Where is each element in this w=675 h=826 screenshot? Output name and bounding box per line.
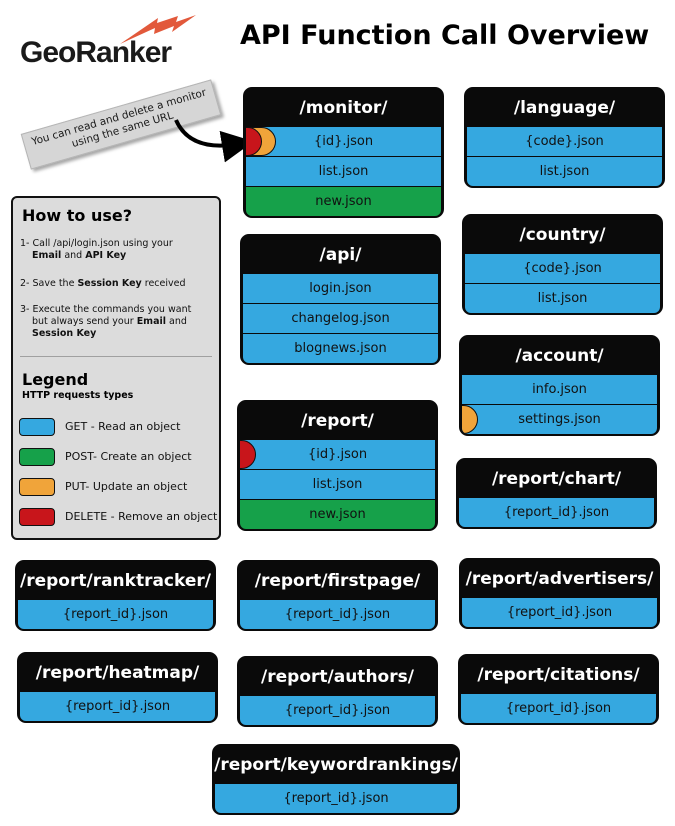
endpoint-row-api-changelog[interactable] bbox=[243, 304, 438, 333]
endpoint-row-label: {report_id}.json bbox=[505, 701, 612, 716]
endpoint-card-report-ranktracker bbox=[15, 560, 216, 631]
endpoint-row-report-list[interactable] bbox=[240, 470, 435, 499]
step-1-and: and bbox=[61, 250, 86, 261]
endpoint-row-report-heatmap[interactable] bbox=[20, 692, 215, 721]
endpoint-row-label: {id}.json bbox=[313, 134, 374, 149]
page-title: API Function Call Overview bbox=[240, 20, 650, 51]
post-swatch bbox=[19, 448, 55, 466]
georanker-logo bbox=[18, 14, 218, 78]
endpoint-row-label: list.json bbox=[312, 477, 363, 492]
endpoint-row-report-chart[interactable] bbox=[459, 498, 654, 527]
monitor-callout-note: You can read and delete a monitor using the same URL bbox=[21, 79, 222, 169]
endpoint-title-api: /api/ bbox=[319, 245, 362, 265]
step-2-session-key: Session Key bbox=[77, 278, 142, 289]
how-to-use-panel bbox=[11, 196, 221, 540]
endpoint-row-label: {report_id}.json bbox=[503, 505, 610, 520]
endpoint-row-label: {report_id}.json bbox=[62, 607, 169, 622]
endpoint-card-monitor bbox=[243, 87, 444, 218]
endpoint-title-report-advertisers: /report/advertisers/ bbox=[465, 569, 654, 589]
delete-swatch bbox=[19, 508, 55, 526]
logo-wordmark: GeoRanker bbox=[20, 36, 172, 69]
put-swatch bbox=[19, 478, 55, 496]
how-to-use-heading: How to use? bbox=[22, 206, 132, 225]
endpoint-title-language: /language/ bbox=[513, 98, 616, 118]
endpoint-row-label: {id}.json bbox=[307, 447, 368, 462]
endpoint-row-report-citations[interactable] bbox=[461, 694, 656, 723]
step-1-text: 1- Call /api/login.json using your bbox=[20, 238, 173, 249]
delete-marker-icon bbox=[240, 440, 256, 469]
endpoint-title-report-ranktracker: /report/ranktracker/ bbox=[20, 571, 211, 591]
endpoint-title-report: /report/ bbox=[301, 411, 374, 431]
step-3-session-key: Session Key bbox=[32, 328, 97, 339]
endpoint-row-report-authors[interactable] bbox=[240, 696, 435, 725]
endpoint-card-report-advertisers bbox=[459, 558, 660, 629]
legend-label-get: GET - Read an object bbox=[65, 420, 181, 433]
endpoint-title-report-keywordrankings: /report/keywordrankings/ bbox=[214, 755, 458, 775]
callout-arrow-icon bbox=[170, 112, 250, 162]
endpoint-row-label: {code}.json bbox=[523, 261, 602, 276]
endpoint-row-label: new.json bbox=[315, 194, 372, 209]
endpoint-row-language-code[interactable] bbox=[467, 127, 662, 156]
endpoint-row-label: settings.json bbox=[518, 412, 601, 427]
endpoint-card-language bbox=[464, 87, 665, 188]
endpoint-row-label: {code}.json bbox=[525, 134, 604, 149]
endpoint-title-report-authors: /report/authors/ bbox=[261, 667, 414, 687]
legend-label-delete: DELETE - Remove an object bbox=[65, 510, 218, 523]
get-swatch bbox=[19, 418, 55, 436]
endpoint-row-label: new.json bbox=[309, 507, 366, 522]
legend-label-put: PUT- Update an object bbox=[65, 480, 188, 493]
endpoint-row-label: {report_id}.json bbox=[283, 791, 389, 806]
endpoint-row-label: {report_id}.json bbox=[506, 605, 613, 620]
endpoint-title-account: /account/ bbox=[515, 346, 604, 366]
step-3-text: 3- Execute the commands you want bbox=[20, 304, 192, 315]
endpoint-card-report-chart bbox=[456, 458, 657, 529]
endpoint-row-label: list.json bbox=[539, 164, 590, 179]
endpoint-card-report-keywordrankings bbox=[212, 744, 460, 815]
endpoint-title-report-chart: /report/chart/ bbox=[491, 469, 622, 489]
endpoint-title-report-heatmap: /report/heatmap/ bbox=[35, 663, 200, 683]
endpoint-card-report-firstpage bbox=[237, 560, 438, 631]
step-1-api-key: API Key bbox=[85, 250, 127, 261]
endpoint-row-label: blognews.json bbox=[294, 341, 387, 356]
legend-heading: Legend bbox=[22, 370, 89, 389]
endpoint-row-report-id[interactable] bbox=[240, 440, 435, 469]
endpoint-row-label: list.json bbox=[537, 291, 588, 306]
legend-label-post: POST- Create an object bbox=[65, 450, 192, 463]
endpoint-card-api bbox=[240, 234, 441, 365]
put-marker-icon bbox=[462, 405, 478, 434]
step-2-received: received bbox=[141, 278, 186, 289]
step-1-email: Email bbox=[32, 250, 62, 261]
endpoint-row-label: login.json bbox=[309, 281, 372, 296]
endpoint-card-report-authors bbox=[237, 656, 438, 727]
endpoint-row-label: changelog.json bbox=[291, 311, 390, 326]
endpoint-row-report-ranktracker[interactable] bbox=[18, 600, 213, 629]
step-2 bbox=[20, 278, 216, 290]
endpoint-row-label: {report_id}.json bbox=[284, 607, 391, 622]
step-1 bbox=[20, 238, 216, 262]
endpoint-row-country-code[interactable] bbox=[465, 254, 660, 283]
endpoint-card-report bbox=[237, 400, 438, 531]
endpoint-card-country bbox=[462, 214, 663, 315]
endpoint-row-report-firstpage[interactable] bbox=[240, 600, 435, 629]
step-3-email: Email bbox=[136, 316, 166, 327]
endpoint-row-account-info[interactable] bbox=[462, 375, 657, 404]
endpoint-card-report-citations bbox=[458, 654, 659, 725]
endpoint-row-api-blognews[interactable] bbox=[243, 334, 438, 363]
endpoint-card-report-heatmap bbox=[17, 652, 218, 723]
endpoint-title-report-firstpage: /report/firstpage/ bbox=[254, 571, 421, 591]
endpoint-row-report-new[interactable] bbox=[240, 500, 435, 529]
endpoint-row-report-advertisers[interactable] bbox=[462, 598, 657, 627]
endpoint-row-monitor-new[interactable] bbox=[246, 187, 441, 216]
step-3 bbox=[20, 304, 216, 340]
endpoint-title-country: /country/ bbox=[519, 225, 606, 245]
endpoint-row-monitor-list[interactable] bbox=[246, 157, 441, 186]
endpoint-row-language-list[interactable] bbox=[467, 157, 662, 186]
legend-subheading: HTTP requests types bbox=[22, 390, 134, 401]
endpoint-card-account bbox=[459, 335, 660, 436]
endpoint-row-account-settings[interactable] bbox=[462, 405, 657, 434]
step-3-always: but always send your bbox=[32, 316, 137, 327]
panel-divider bbox=[20, 356, 212, 357]
endpoint-row-label: list.json bbox=[318, 164, 369, 179]
endpoint-row-label: info.json bbox=[532, 382, 587, 397]
step-3-and: and bbox=[166, 316, 187, 327]
step-2-text: 2- Save the bbox=[20, 278, 78, 289]
endpoint-row-api-login[interactable] bbox=[243, 274, 438, 303]
endpoint-title-report-citations: /report/citations/ bbox=[477, 665, 640, 685]
endpoint-title-monitor: /monitor/ bbox=[299, 98, 388, 118]
endpoint-row-monitor-id[interactable] bbox=[246, 127, 441, 156]
endpoint-row-country-list[interactable] bbox=[465, 284, 660, 313]
endpoint-row-report-keywordrankings[interactable] bbox=[215, 784, 457, 813]
endpoint-row-label: {report_id}.json bbox=[284, 703, 391, 718]
endpoint-row-label: {report_id}.json bbox=[64, 699, 171, 714]
